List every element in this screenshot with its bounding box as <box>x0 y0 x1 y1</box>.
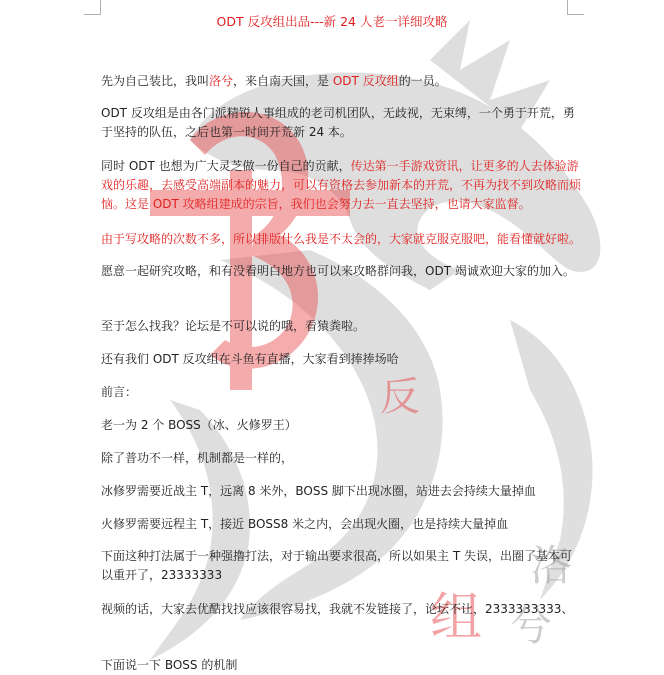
paragraph-intro: 先为自己装比，我叫洛兮，来自南天国，是 ODT 反攻组的一员。 <box>101 74 447 88</box>
signature-char-1: 洛 <box>530 541 573 590</box>
section-preface: 前言： <box>101 385 138 399</box>
paragraph-video: 视频的话，大家去优酷找找应该很容易找，我就不发链接了，论坛不让，2333333333、 <box>101 602 574 616</box>
paragraph-layout-note: 由于写攻略的次数不多，所以排版什么我是不太会的，大家就克服克服吧，能看懂就好啦。 <box>101 232 582 246</box>
paragraph-mechanics: 除了普功不一样，机制都是一样的， <box>101 451 294 465</box>
paragraph-boss-mechanics: 下面说一下 BOSS 的机制 <box>101 658 238 672</box>
author-name: 洛兮 <box>209 74 234 88</box>
paragraph-purpose: 同时 ODT 也想为广大灵芝做一份自己的贡献，传达第一手游戏资讯，让更多的人去体验游戏的乐趣，去感受高端副本的魅力，可以有资格去参加新本的开荒，不再为找不到攻略而烦恼。这是 ODT 攻略组建成的宗旨，我们也会努力去一直去坚持，也请大家监督。 <box>101 159 582 211</box>
paragraph-strategy: 下面这种打法属于一种强撸打法，对于输出要求很高，所以如果主 T 失误，出圈了基本可以重开了，23333333 <box>101 549 572 582</box>
group-name: ODT 反攻组 <box>332 74 399 88</box>
seal-char: 反 <box>380 374 420 420</box>
document-title: ODT 反攻组出品---新 24 人老一详细攻略 <box>216 14 448 29</box>
paragraph-bosses: 老一为 2 个 BOSS（冰、火修罗王） <box>101 418 297 432</box>
paragraph-stream: 还有我们 ODT 反攻组在斗鱼有直播，大家看到捧捧场哈 <box>101 352 399 366</box>
signature-char-2: 兮 <box>510 601 553 650</box>
paragraph-ice-boss: 冰修罗需要近战主 T，远离 8 米外，BOSS 脚下出现冰圈，站进去会持续大量掉血 <box>101 484 536 498</box>
paragraph-join: 愿意一起研究攻略，和有没看明白地方也可以来攻略群问我，ODT 竭诚欢迎大家的加入。 <box>101 264 575 278</box>
paragraph-team: ODT 反攻组是由各门派精锐人事组成的老司机团队，无歧视，无束缚，一个勇于开荒，勇于坚持的队伍，之后也第一时间开荒新 24 本。 <box>101 106 575 139</box>
group-char: 组 <box>430 588 483 648</box>
paragraph-fire-boss: 火修罗需要远程主 T，接近 BOSS8 米之内，会出现火圈，也是持续大量掉血 <box>101 517 509 531</box>
paragraph-find-me: 至于怎么找我？论坛是不可以说的哦，看猿粪啦。 <box>101 319 366 333</box>
